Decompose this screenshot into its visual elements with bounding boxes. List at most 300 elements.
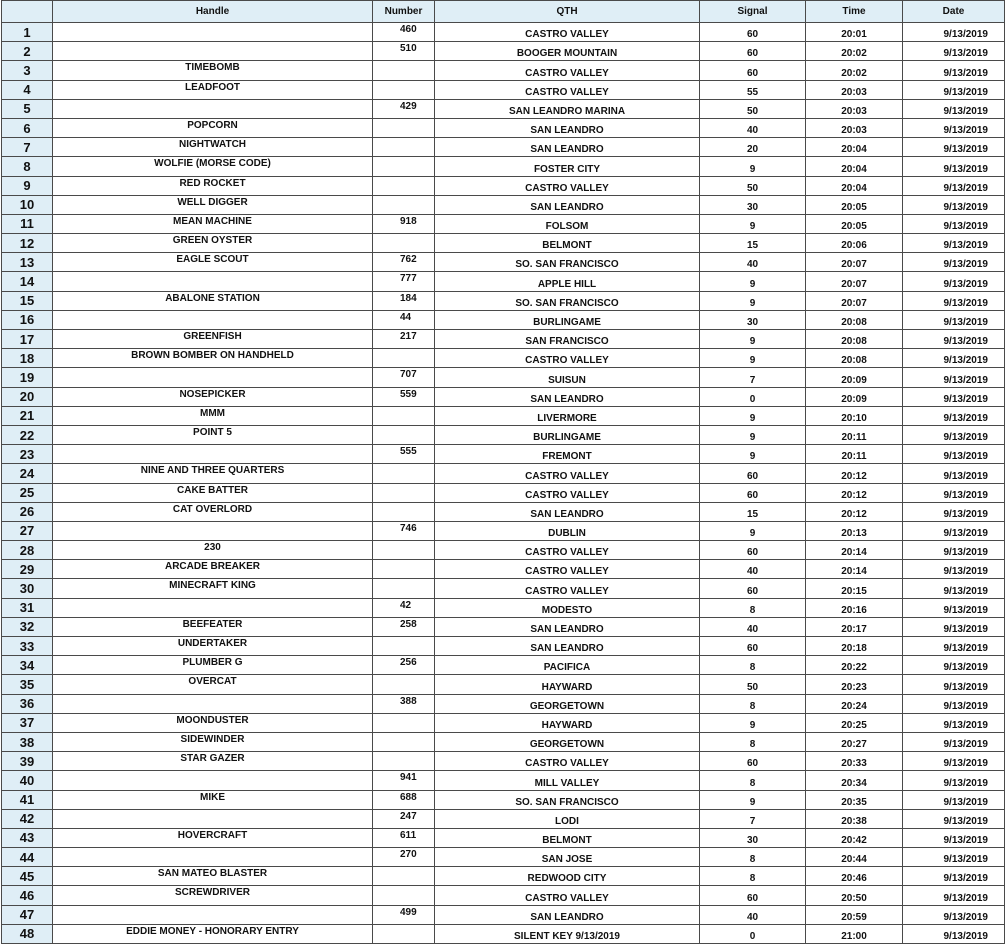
number-cell: 611 bbox=[373, 828, 435, 847]
table-row bbox=[2, 61, 1005, 80]
time-cell: 20:16 bbox=[806, 598, 903, 617]
signal-cell: 15 bbox=[700, 502, 806, 521]
time-cell: 20:11 bbox=[806, 425, 903, 444]
row-number: 31 bbox=[2, 598, 53, 617]
signal-cell: 0 bbox=[700, 387, 806, 406]
time-cell: 20:04 bbox=[806, 138, 903, 157]
number-cell bbox=[373, 560, 435, 579]
signal-cell: 8 bbox=[700, 694, 806, 713]
handle-cell bbox=[53, 809, 373, 828]
qth-cell: CASTRO VALLEY bbox=[435, 464, 700, 483]
qth-cell: SAN LEANDRO bbox=[435, 195, 700, 214]
table-row bbox=[2, 790, 1005, 809]
time-cell: 20:08 bbox=[806, 310, 903, 329]
row-number: 30 bbox=[2, 579, 53, 598]
qth-cell: REDWOOD CITY bbox=[435, 867, 700, 886]
date-cell: 9/13/2019 bbox=[903, 867, 1005, 886]
qth-cell: APPLE HILL bbox=[435, 272, 700, 291]
qth-cell: CASTRO VALLEY bbox=[435, 886, 700, 905]
number-cell bbox=[373, 675, 435, 694]
handle-cell: SCREWDRIVER bbox=[53, 886, 373, 905]
table-row bbox=[2, 848, 1005, 867]
handle-cell bbox=[53, 42, 373, 61]
date-cell: 9/13/2019 bbox=[903, 675, 1005, 694]
table-row bbox=[2, 521, 1005, 540]
time-cell: 20:12 bbox=[806, 483, 903, 502]
signal-cell: 60 bbox=[700, 579, 806, 598]
row-number: 13 bbox=[2, 253, 53, 272]
signal-cell: 30 bbox=[700, 828, 806, 847]
row-number: 27 bbox=[2, 521, 53, 540]
handle-cell bbox=[53, 23, 373, 42]
date-cell: 9/13/2019 bbox=[903, 541, 1005, 560]
signal-cell: 30 bbox=[700, 195, 806, 214]
number-cell: 42 bbox=[373, 598, 435, 617]
handle-cell bbox=[53, 694, 373, 713]
date-cell: 9/13/2019 bbox=[903, 905, 1005, 924]
number-cell bbox=[373, 867, 435, 886]
time-cell: 20:44 bbox=[806, 848, 903, 867]
handle-cell: GREEN OYSTER bbox=[53, 234, 373, 253]
row-number: 42 bbox=[2, 809, 53, 828]
row-number: 10 bbox=[2, 195, 53, 214]
date-cell: 9/13/2019 bbox=[903, 848, 1005, 867]
row-number: 36 bbox=[2, 694, 53, 713]
handle-cell: POINT 5 bbox=[53, 425, 373, 444]
qth-cell: FOLSOM bbox=[435, 214, 700, 233]
date-cell: 9/13/2019 bbox=[903, 771, 1005, 790]
number-cell bbox=[373, 541, 435, 560]
time-cell: 20:27 bbox=[806, 732, 903, 751]
time-cell: 20:07 bbox=[806, 272, 903, 291]
signal-cell: 9 bbox=[700, 425, 806, 444]
row-number: 1 bbox=[2, 23, 53, 42]
handle-cell: MIKE bbox=[53, 790, 373, 809]
date-cell: 9/13/2019 bbox=[903, 368, 1005, 387]
time-cell: 20:07 bbox=[806, 253, 903, 272]
handle-cell: CAKE BATTER bbox=[53, 483, 373, 502]
qth-cell: BURLINGAME bbox=[435, 425, 700, 444]
qth-cell: LIVERMORE bbox=[435, 406, 700, 425]
handle-cell: 230 bbox=[53, 541, 373, 560]
table-row bbox=[2, 214, 1005, 233]
table-row bbox=[2, 560, 1005, 579]
qth-cell: CASTRO VALLEY bbox=[435, 176, 700, 195]
table-row bbox=[2, 118, 1005, 137]
table-row bbox=[2, 387, 1005, 406]
date-cell: 9/13/2019 bbox=[903, 713, 1005, 732]
signal-cell: 50 bbox=[700, 176, 806, 195]
number-cell: 559 bbox=[373, 387, 435, 406]
qth-cell: GEORGETOWN bbox=[435, 694, 700, 713]
number-cell bbox=[373, 483, 435, 502]
number-cell: 256 bbox=[373, 656, 435, 675]
signal-cell: 8 bbox=[700, 598, 806, 617]
table-row bbox=[2, 867, 1005, 886]
number-cell: 429 bbox=[373, 99, 435, 118]
signal-cell: 30 bbox=[700, 310, 806, 329]
number-cell bbox=[373, 195, 435, 214]
number-cell: 746 bbox=[373, 521, 435, 540]
date-cell: 9/13/2019 bbox=[903, 560, 1005, 579]
time-cell: 20:04 bbox=[806, 176, 903, 195]
row-number: 26 bbox=[2, 502, 53, 521]
qth-cell: SAN LEANDRO bbox=[435, 138, 700, 157]
row-number: 20 bbox=[2, 387, 53, 406]
signal-cell: 8 bbox=[700, 732, 806, 751]
row-number: 38 bbox=[2, 732, 53, 751]
date-cell: 9/13/2019 bbox=[903, 598, 1005, 617]
time-cell: 20:33 bbox=[806, 752, 903, 771]
table-row bbox=[2, 330, 1005, 349]
handle-cell: ARCADE BREAKER bbox=[53, 560, 373, 579]
handle-cell: MINECRAFT KING bbox=[53, 579, 373, 598]
time-cell: 20:38 bbox=[806, 809, 903, 828]
number-cell bbox=[373, 924, 435, 943]
handle-cell: POPCORN bbox=[53, 118, 373, 137]
date-cell: 9/13/2019 bbox=[903, 502, 1005, 521]
table-row bbox=[2, 771, 1005, 790]
time-cell: 20:09 bbox=[806, 387, 903, 406]
handle-cell bbox=[53, 905, 373, 924]
signal-cell: 60 bbox=[700, 61, 806, 80]
handle-cell: NOSEPICKER bbox=[53, 387, 373, 406]
handle-cell bbox=[53, 521, 373, 540]
handle-cell bbox=[53, 445, 373, 464]
number-cell bbox=[373, 157, 435, 176]
column-header-number: Number bbox=[373, 1, 435, 23]
time-cell: 20:13 bbox=[806, 521, 903, 540]
row-number: 22 bbox=[2, 425, 53, 444]
qth-cell: SAN LEANDRO bbox=[435, 637, 700, 656]
table-row bbox=[2, 579, 1005, 598]
date-cell: 9/13/2019 bbox=[903, 790, 1005, 809]
table-row bbox=[2, 157, 1005, 176]
row-number: 4 bbox=[2, 80, 53, 99]
time-cell: 21:00 bbox=[806, 924, 903, 943]
row-number: 23 bbox=[2, 445, 53, 464]
handle-cell: LEADFOOT bbox=[53, 80, 373, 99]
handle-cell: OVERCAT bbox=[53, 675, 373, 694]
handle-cell: MOONDUSTER bbox=[53, 713, 373, 732]
time-cell: 20:11 bbox=[806, 445, 903, 464]
signal-cell: 40 bbox=[700, 617, 806, 636]
qth-cell: GEORGETOWN bbox=[435, 732, 700, 751]
row-number: 15 bbox=[2, 291, 53, 310]
signal-cell: 9 bbox=[700, 330, 806, 349]
row-number: 3 bbox=[2, 61, 53, 80]
header-row bbox=[2, 1, 1005, 23]
qth-cell: BURLINGAME bbox=[435, 310, 700, 329]
number-cell: 499 bbox=[373, 905, 435, 924]
signal-cell: 60 bbox=[700, 464, 806, 483]
column-header-qth: QTH bbox=[435, 1, 700, 23]
qth-cell: HAYWARD bbox=[435, 713, 700, 732]
number-cell: 941 bbox=[373, 771, 435, 790]
number-cell: 258 bbox=[373, 617, 435, 636]
signal-cell: 8 bbox=[700, 656, 806, 675]
time-cell: 20:04 bbox=[806, 157, 903, 176]
signal-cell: 9 bbox=[700, 291, 806, 310]
qth-cell: CASTRO VALLEY bbox=[435, 483, 700, 502]
table-row bbox=[2, 464, 1005, 483]
signal-cell: 9 bbox=[700, 157, 806, 176]
signal-cell: 9 bbox=[700, 214, 806, 233]
qth-cell: SAN LEANDRO bbox=[435, 387, 700, 406]
row-number: 33 bbox=[2, 637, 53, 656]
row-number: 7 bbox=[2, 138, 53, 157]
table-row bbox=[2, 598, 1005, 617]
signal-cell: 50 bbox=[700, 675, 806, 694]
row-number: 39 bbox=[2, 752, 53, 771]
number-cell bbox=[373, 579, 435, 598]
number-cell: 388 bbox=[373, 694, 435, 713]
row-number: 41 bbox=[2, 790, 53, 809]
time-cell: 20:02 bbox=[806, 61, 903, 80]
qth-cell: LODI bbox=[435, 809, 700, 828]
handle-cell: EDDIE MONEY - HONORARY ENTRY bbox=[53, 924, 373, 943]
signal-cell: 60 bbox=[700, 886, 806, 905]
date-cell: 9/13/2019 bbox=[903, 924, 1005, 943]
date-cell: 9/13/2019 bbox=[903, 23, 1005, 42]
number-cell bbox=[373, 176, 435, 195]
signal-cell: 20 bbox=[700, 138, 806, 157]
table-row bbox=[2, 310, 1005, 329]
handle-cell: WOLFIE (MORSE CODE) bbox=[53, 157, 373, 176]
row-number: 17 bbox=[2, 330, 53, 349]
date-cell: 9/13/2019 bbox=[903, 445, 1005, 464]
signal-cell: 15 bbox=[700, 234, 806, 253]
row-number: 5 bbox=[2, 99, 53, 118]
signal-cell: 50 bbox=[700, 99, 806, 118]
time-cell: 20:42 bbox=[806, 828, 903, 847]
handle-cell: STAR GAZER bbox=[53, 752, 373, 771]
table-row bbox=[2, 138, 1005, 157]
table-row bbox=[2, 176, 1005, 195]
time-cell: 20:15 bbox=[806, 579, 903, 598]
column-header-date: Date bbox=[903, 1, 1005, 23]
signal-cell: 60 bbox=[700, 541, 806, 560]
number-cell: 510 bbox=[373, 42, 435, 61]
row-number: 32 bbox=[2, 617, 53, 636]
handle-cell: NIGHTWATCH bbox=[53, 138, 373, 157]
number-cell: 247 bbox=[373, 809, 435, 828]
handle-cell bbox=[53, 848, 373, 867]
time-cell: 20:22 bbox=[806, 656, 903, 675]
qth-cell: SO. SAN FRANCISCO bbox=[435, 291, 700, 310]
date-cell: 9/13/2019 bbox=[903, 694, 1005, 713]
qth-cell: SAN LEANDRO bbox=[435, 118, 700, 137]
qth-cell: SUISUN bbox=[435, 368, 700, 387]
date-cell: 9/13/2019 bbox=[903, 253, 1005, 272]
date-cell: 9/13/2019 bbox=[903, 828, 1005, 847]
time-cell: 20:02 bbox=[806, 42, 903, 61]
date-cell: 9/13/2019 bbox=[903, 579, 1005, 598]
row-number: 47 bbox=[2, 905, 53, 924]
signal-cell: 60 bbox=[700, 752, 806, 771]
qth-cell: SAN LEANDRO MARINA bbox=[435, 99, 700, 118]
qth-cell: PACIFICA bbox=[435, 656, 700, 675]
signal-cell: 40 bbox=[700, 560, 806, 579]
row-number: 43 bbox=[2, 828, 53, 847]
table-row bbox=[2, 23, 1005, 42]
qth-cell: SAN LEANDRO bbox=[435, 905, 700, 924]
qth-cell: SAN LEANDRO bbox=[435, 617, 700, 636]
row-number: 25 bbox=[2, 483, 53, 502]
date-cell: 9/13/2019 bbox=[903, 483, 1005, 502]
handle-cell: ABALONE STATION bbox=[53, 291, 373, 310]
table-row bbox=[2, 42, 1005, 61]
row-number: 21 bbox=[2, 406, 53, 425]
number-cell bbox=[373, 637, 435, 656]
number-cell bbox=[373, 61, 435, 80]
qth-cell: BELMONT bbox=[435, 828, 700, 847]
qth-cell: SAN LEANDRO bbox=[435, 502, 700, 521]
number-cell: 460 bbox=[373, 23, 435, 42]
row-number: 24 bbox=[2, 464, 53, 483]
date-cell: 9/13/2019 bbox=[903, 521, 1005, 540]
row-number: 2 bbox=[2, 42, 53, 61]
signal-cell: 8 bbox=[700, 771, 806, 790]
qth-cell: CASTRO VALLEY bbox=[435, 349, 700, 368]
date-cell: 9/13/2019 bbox=[903, 138, 1005, 157]
handle-cell bbox=[53, 272, 373, 291]
qth-cell: CASTRO VALLEY bbox=[435, 80, 700, 99]
date-cell: 9/13/2019 bbox=[903, 291, 1005, 310]
signal-cell: 8 bbox=[700, 848, 806, 867]
signal-cell: 9 bbox=[700, 349, 806, 368]
table-row bbox=[2, 253, 1005, 272]
qth-cell: BELMONT bbox=[435, 234, 700, 253]
number-cell bbox=[373, 713, 435, 732]
row-number: 37 bbox=[2, 713, 53, 732]
table-row bbox=[2, 502, 1005, 521]
qth-cell: CASTRO VALLEY bbox=[435, 752, 700, 771]
column-header-signal: Signal bbox=[700, 1, 806, 23]
signal-cell: 9 bbox=[700, 445, 806, 464]
handle-cell: GREENFISH bbox=[53, 330, 373, 349]
signal-cell: 9 bbox=[700, 406, 806, 425]
table-row bbox=[2, 195, 1005, 214]
time-cell: 20:34 bbox=[806, 771, 903, 790]
table-row bbox=[2, 368, 1005, 387]
handle-cell bbox=[53, 368, 373, 387]
date-cell: 9/13/2019 bbox=[903, 272, 1005, 291]
time-cell: 20:03 bbox=[806, 99, 903, 118]
table-row bbox=[2, 924, 1005, 943]
row-number: 16 bbox=[2, 310, 53, 329]
table-row bbox=[2, 349, 1005, 368]
row-number: 18 bbox=[2, 349, 53, 368]
signal-cell: 40 bbox=[700, 905, 806, 924]
date-cell: 9/13/2019 bbox=[903, 637, 1005, 656]
number-cell bbox=[373, 732, 435, 751]
number-cell: 270 bbox=[373, 848, 435, 867]
date-cell: 9/13/2019 bbox=[903, 886, 1005, 905]
qth-cell: CASTRO VALLEY bbox=[435, 560, 700, 579]
time-cell: 20:14 bbox=[806, 560, 903, 579]
table-row bbox=[2, 886, 1005, 905]
row-number: 44 bbox=[2, 848, 53, 867]
time-cell: 20:24 bbox=[806, 694, 903, 713]
qth-cell: FOSTER CITY bbox=[435, 157, 700, 176]
time-cell: 20:05 bbox=[806, 195, 903, 214]
time-cell: 20:08 bbox=[806, 349, 903, 368]
table-row bbox=[2, 406, 1005, 425]
table-row bbox=[2, 694, 1005, 713]
number-cell bbox=[373, 464, 435, 483]
date-cell: 9/13/2019 bbox=[903, 330, 1005, 349]
row-number: 40 bbox=[2, 771, 53, 790]
table-row bbox=[2, 713, 1005, 732]
date-cell: 9/13/2019 bbox=[903, 42, 1005, 61]
handle-cell: EAGLE SCOUT bbox=[53, 253, 373, 272]
signal-cell: 9 bbox=[700, 790, 806, 809]
date-cell: 9/13/2019 bbox=[903, 234, 1005, 253]
row-number: 46 bbox=[2, 886, 53, 905]
handle-cell: HOVERCRAFT bbox=[53, 828, 373, 847]
table-row bbox=[2, 752, 1005, 771]
row-number: 34 bbox=[2, 656, 53, 675]
signal-cell: 60 bbox=[700, 42, 806, 61]
date-cell: 9/13/2019 bbox=[903, 99, 1005, 118]
signal-cell: 9 bbox=[700, 272, 806, 291]
time-cell: 20:06 bbox=[806, 234, 903, 253]
time-cell: 20:12 bbox=[806, 464, 903, 483]
qth-cell: HAYWARD bbox=[435, 675, 700, 694]
handle-cell: PLUMBER G bbox=[53, 656, 373, 675]
date-cell: 9/13/2019 bbox=[903, 349, 1005, 368]
row-number: 29 bbox=[2, 560, 53, 579]
number-cell: 184 bbox=[373, 291, 435, 310]
row-number: 6 bbox=[2, 118, 53, 137]
table-row bbox=[2, 656, 1005, 675]
handle-cell bbox=[53, 771, 373, 790]
qth-cell: CASTRO VALLEY bbox=[435, 579, 700, 598]
row-number: 35 bbox=[2, 675, 53, 694]
table-row bbox=[2, 732, 1005, 751]
row-number: 8 bbox=[2, 157, 53, 176]
handle-cell: NINE AND THREE QUARTERS bbox=[53, 464, 373, 483]
number-cell bbox=[373, 138, 435, 157]
table-row bbox=[2, 675, 1005, 694]
column-header-handle: Handle bbox=[53, 1, 373, 23]
row-number: 19 bbox=[2, 368, 53, 387]
number-cell: 688 bbox=[373, 790, 435, 809]
time-cell: 20:59 bbox=[806, 905, 903, 924]
time-cell: 20:14 bbox=[806, 541, 903, 560]
time-cell: 20:03 bbox=[806, 118, 903, 137]
table-row bbox=[2, 828, 1005, 847]
number-cell bbox=[373, 502, 435, 521]
handle-cell: BEEFEATER bbox=[53, 617, 373, 636]
column-header-index bbox=[2, 1, 53, 23]
row-number: 45 bbox=[2, 867, 53, 886]
handle-cell bbox=[53, 310, 373, 329]
time-cell: 20:09 bbox=[806, 368, 903, 387]
time-cell: 20:46 bbox=[806, 867, 903, 886]
table-row bbox=[2, 483, 1005, 502]
time-cell: 20:05 bbox=[806, 214, 903, 233]
date-cell: 9/13/2019 bbox=[903, 656, 1005, 675]
table-row bbox=[2, 445, 1005, 464]
date-cell: 9/13/2019 bbox=[903, 425, 1005, 444]
qth-cell: SILENT KEY 9/13/2019 bbox=[435, 924, 700, 943]
table-row bbox=[2, 637, 1005, 656]
qth-cell: CASTRO VALLEY bbox=[435, 61, 700, 80]
handle-cell: RED ROCKET bbox=[53, 176, 373, 195]
number-cell bbox=[373, 886, 435, 905]
